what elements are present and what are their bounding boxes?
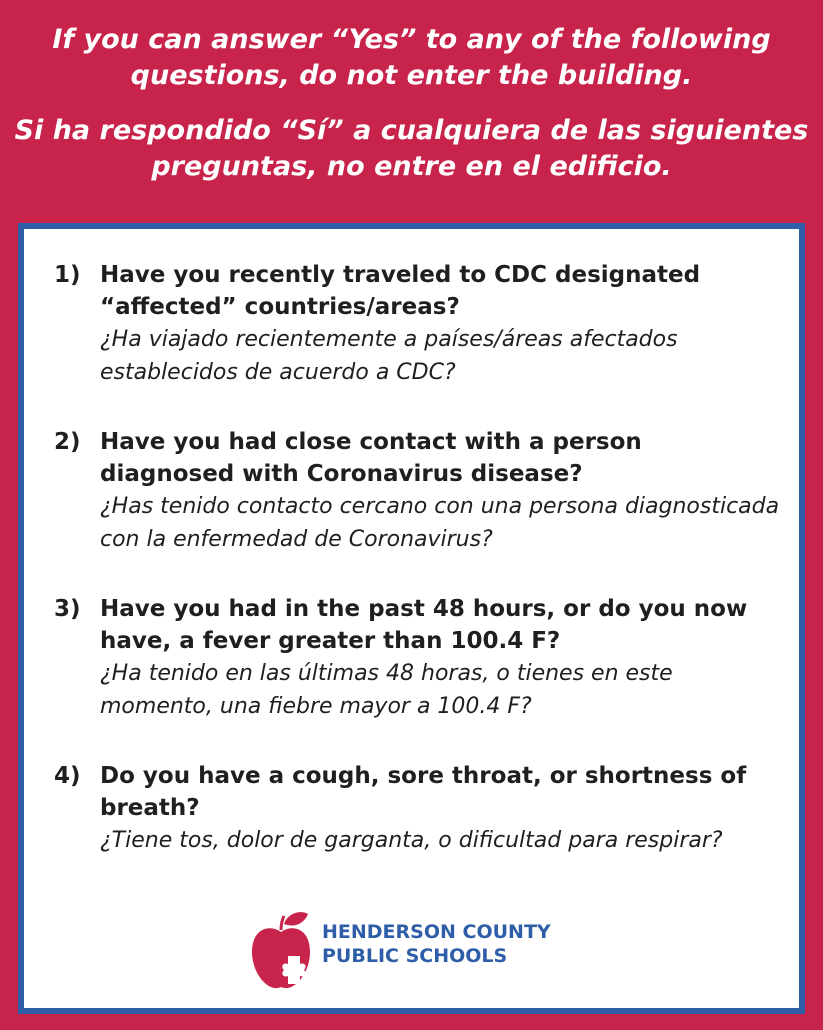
question-spanish: ¿Has tenido contacto cercano con una persona diagnosticada con la enfermedad de Coronavirus? xyxy=(100,494,780,552)
header-english: If you can answer “Yes” to any of the following questions, do not enter the building. xyxy=(52,24,771,91)
question-body xyxy=(100,593,784,723)
logo-line-2: PUBLIC SCHOOLS xyxy=(322,945,508,967)
question-body xyxy=(100,259,784,389)
district-logo xyxy=(248,908,588,992)
header xyxy=(0,22,823,185)
apple-puzzle-icon xyxy=(248,908,316,992)
question-row xyxy=(54,259,784,389)
question-spanish: ¿Tiene tos, dolor de garganta, o dificultad para respirar? xyxy=(100,828,723,853)
question-body xyxy=(100,760,784,857)
logo-text xyxy=(322,920,551,968)
question-item xyxy=(54,426,784,556)
question-spanish: ¿Ha viajado recientemente a países/áreas afectados establecidos de acuerdo a CDC? xyxy=(100,327,678,385)
question-spanish: ¿Ha tenido en las últimas 48 horas, o tienes en este momento, una fiebre mayor a 100.4 F? xyxy=(100,661,673,719)
question-row xyxy=(54,760,784,857)
question-english: Have you recently traveled to CDC designated “affected” countries/areas? xyxy=(100,262,701,320)
question-row xyxy=(54,593,784,723)
question-english: Have you had in the past 48 hours, or do you now have, a fever greater than 100.4 F? xyxy=(100,596,748,654)
question-number: 3) xyxy=(54,596,81,622)
question-english: Do you have a cough, sore throat, or shortness of breath? xyxy=(100,763,747,821)
question-number: 4) xyxy=(54,763,81,789)
question-item xyxy=(54,760,784,857)
question-item xyxy=(54,593,784,723)
question-item xyxy=(54,259,784,389)
question-number: 1) xyxy=(54,262,81,288)
question-english: Have you had close contact with a person diagnosed with Coronavirus disease? xyxy=(100,429,642,487)
question-row xyxy=(54,426,784,556)
logo-line-1: HENDERSON COUNTY xyxy=(322,921,551,943)
question-body xyxy=(100,426,784,556)
question-number: 2) xyxy=(54,429,81,455)
questions-panel xyxy=(18,223,805,1014)
header-spanish: Si ha respondido “Sí” a cualquiera de las siguientes preguntas, no entre en el edificio. xyxy=(14,115,809,182)
